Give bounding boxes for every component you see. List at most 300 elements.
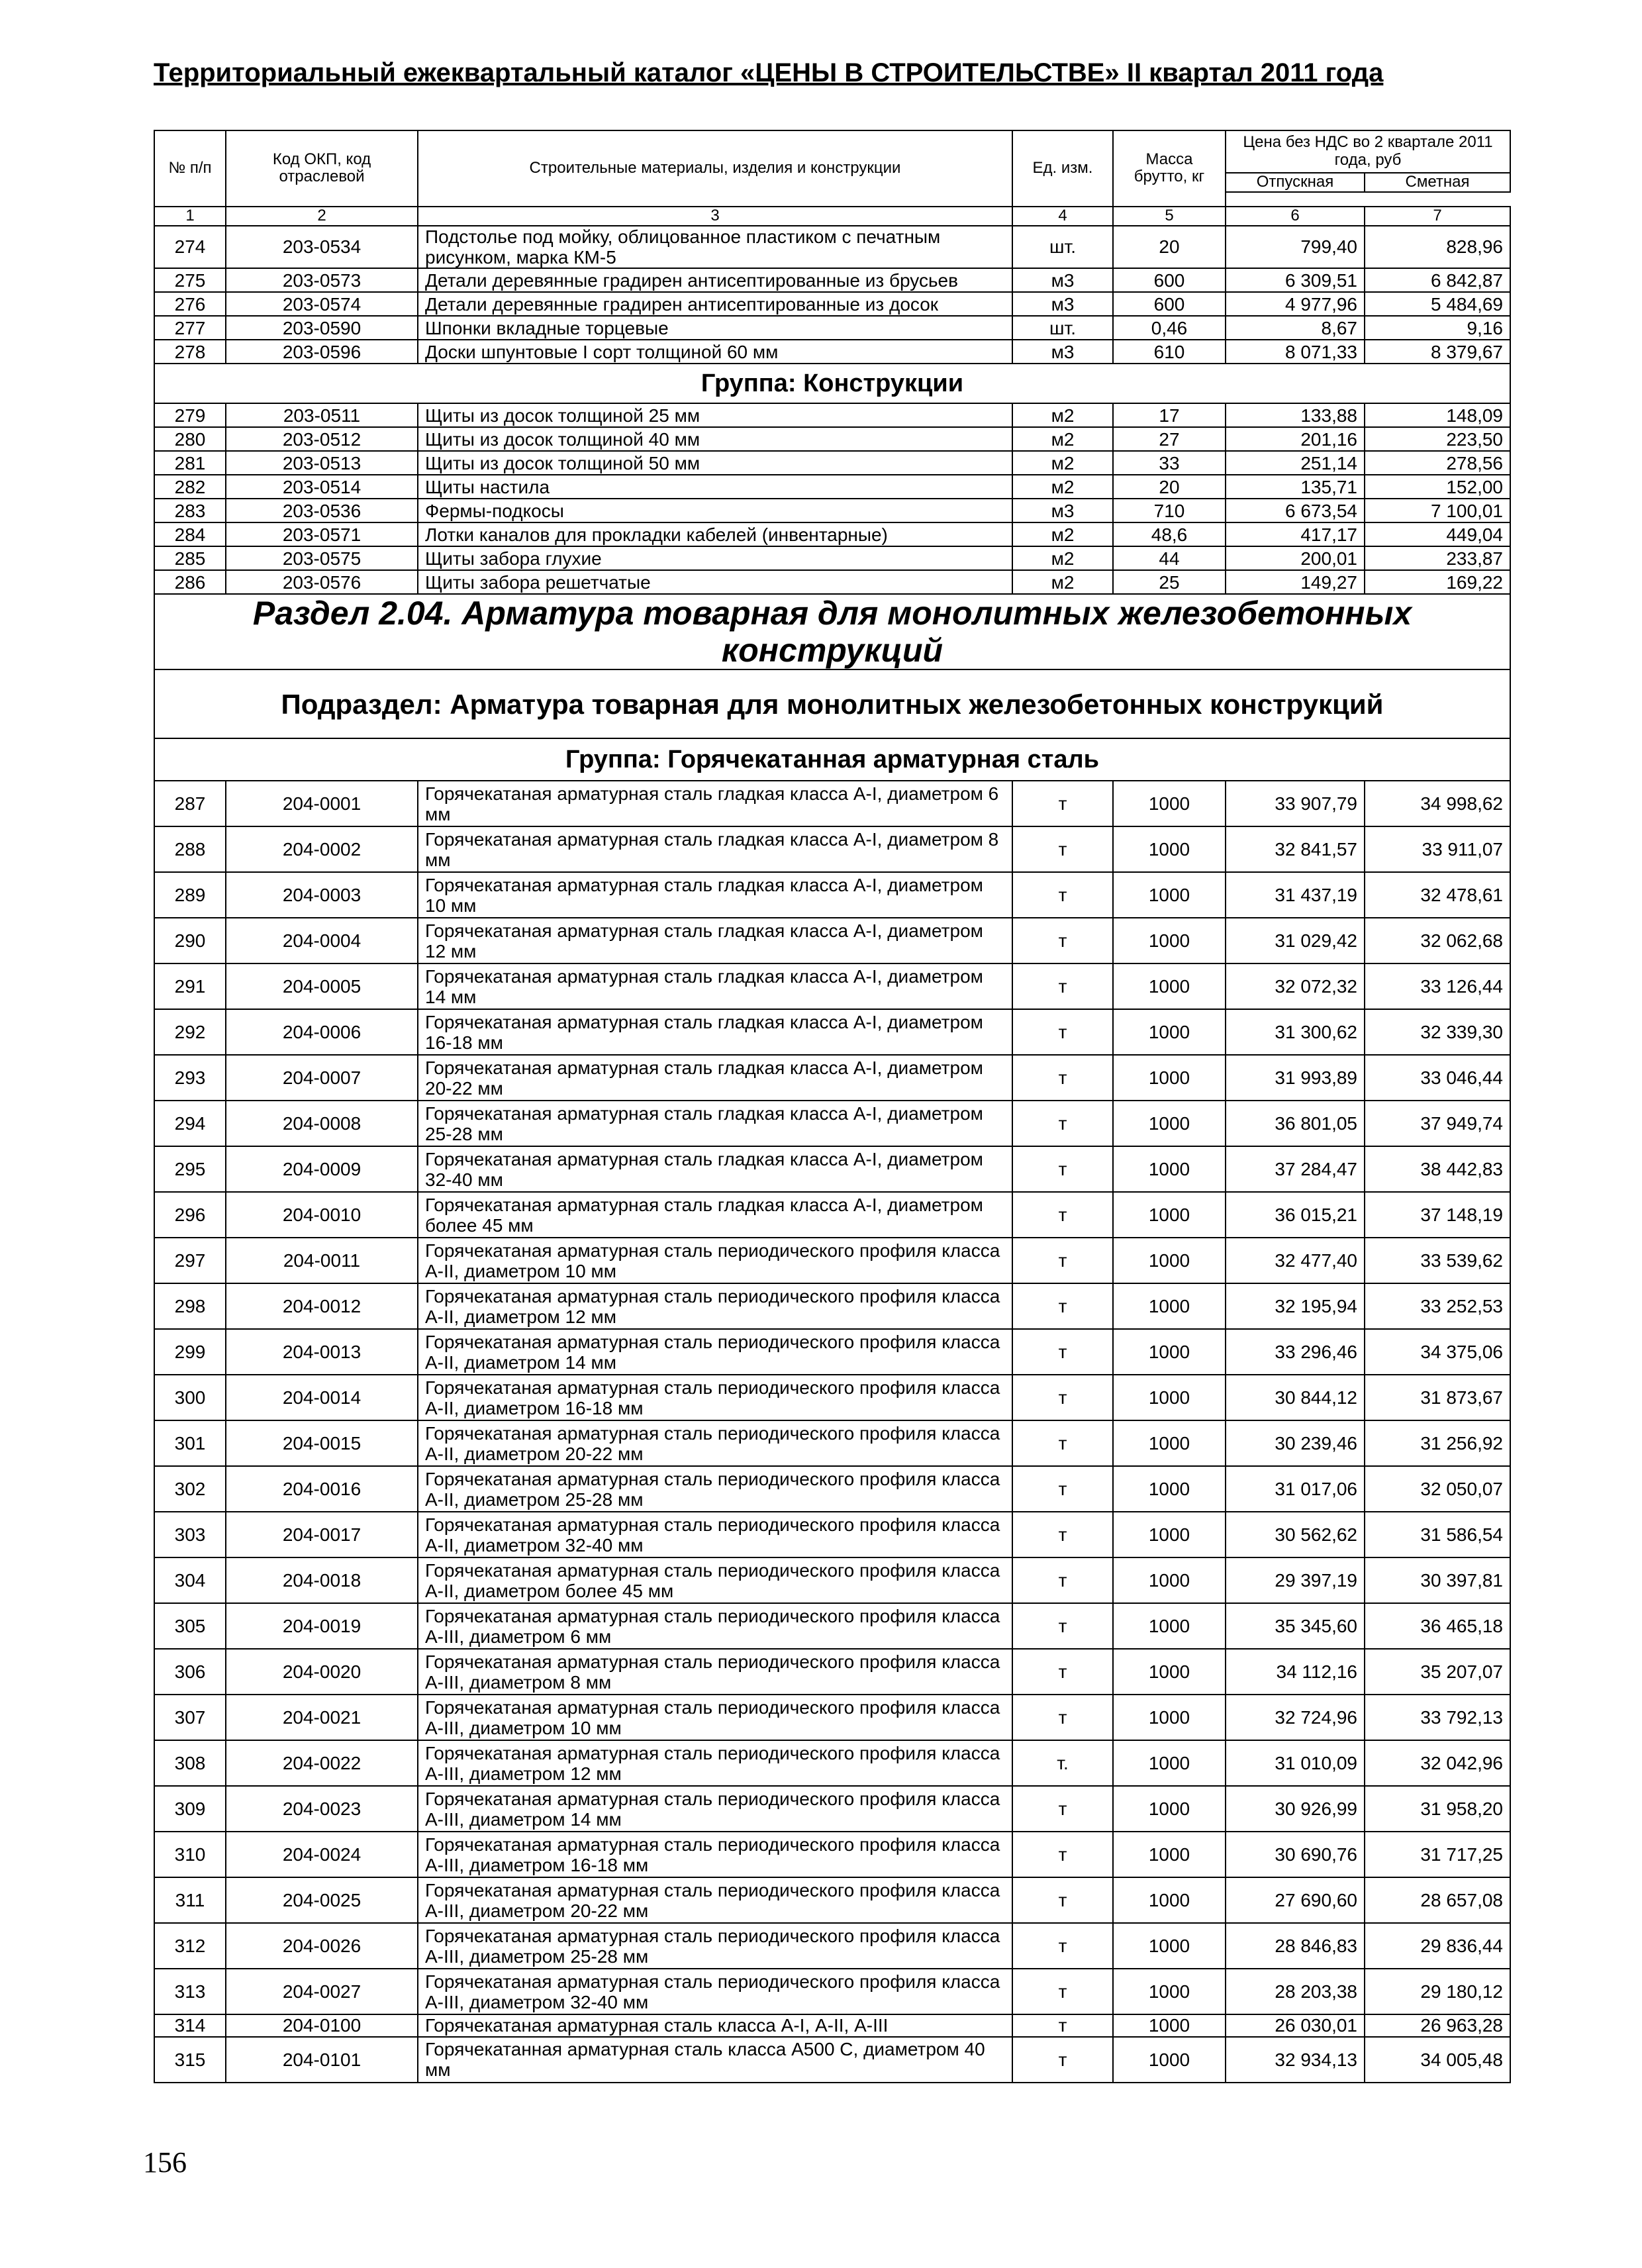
row-mass: 1000 [1113, 1055, 1226, 1101]
row-number: 276 [154, 292, 226, 316]
row-unit: м3 [1012, 268, 1113, 292]
row-mass: 1000 [1113, 1146, 1226, 1192]
row-number: 310 [154, 1832, 226, 1877]
row-number: 278 [154, 340, 226, 364]
table-row [154, 1466, 1510, 1512]
column-number: 5 [1113, 207, 1226, 226]
row-number: 274 [154, 226, 226, 269]
row-estimate-price: 33 792,13 [1365, 1695, 1510, 1740]
row-estimate-price: 28 657,08 [1365, 1877, 1510, 1923]
row-mass: 20 [1113, 226, 1226, 269]
row-release-price: 149,27 [1226, 570, 1365, 594]
table-row [154, 522, 1510, 546]
table-row [154, 451, 1510, 475]
row-mass: 27 [1113, 427, 1226, 451]
row-code: 203-0534 [226, 226, 418, 269]
row-unit: шт. [1012, 226, 1113, 269]
row-unit: м2 [1012, 475, 1113, 499]
row-release-price: 32 072,32 [1226, 963, 1365, 1009]
row-number: 286 [154, 570, 226, 594]
row-name: Щиты настила [418, 475, 1012, 499]
col-unit-header: Ед. изм. [1012, 130, 1113, 207]
row-number: 280 [154, 427, 226, 451]
row-code: 204-0001 [226, 781, 418, 826]
row-estimate-price: 223,50 [1365, 427, 1510, 451]
row-name: Горячекатаная арматурная сталь периодического профиля класса А-III, диаметром 6 мм [418, 1603, 1012, 1649]
row-release-price: 135,71 [1226, 475, 1365, 499]
table-row [154, 1877, 1510, 1923]
row-release-price: 30 926,99 [1226, 1786, 1365, 1832]
row-name: Щиты из досок толщиной 40 мм [418, 427, 1012, 451]
row-number: 293 [154, 1055, 226, 1101]
row-mass: 1000 [1113, 1923, 1226, 1969]
row-estimate-price: 9,16 [1365, 316, 1510, 340]
row-code: 203-0512 [226, 427, 418, 451]
row-release-price: 417,17 [1226, 522, 1365, 546]
row-name: Горячекатаная арматурная сталь периодического профиля класса А-II, диаметром 10 мм [418, 1238, 1012, 1283]
row-code: 203-0513 [226, 451, 418, 475]
table-row [154, 1649, 1510, 1695]
table-row [154, 781, 1510, 826]
table-row [154, 1283, 1510, 1329]
table-row [154, 1603, 1510, 1649]
row-estimate-price: 278,56 [1365, 451, 1510, 475]
row-mass: 1000 [1113, 1740, 1226, 1786]
row-number: 290 [154, 918, 226, 963]
row-unit: м2 [1012, 522, 1113, 546]
row-number: 291 [154, 963, 226, 1009]
section-title: Раздел 2.04. Арматура товарная для монолитных железобетонных конструкций [154, 594, 1510, 669]
row-code: 203-0511 [226, 403, 418, 427]
row-unit: т [1012, 1375, 1113, 1420]
column-number-row [154, 207, 1510, 226]
row-mass: 600 [1113, 292, 1226, 316]
row-code: 204-0020 [226, 1649, 418, 1695]
row-estimate-price: 828,96 [1365, 226, 1510, 269]
row-release-price: 201,16 [1226, 427, 1365, 451]
row-estimate-price: 29 180,12 [1365, 1969, 1510, 2014]
group-title-row [154, 738, 1510, 781]
row-code: 204-0003 [226, 872, 418, 918]
row-number: 292 [154, 1009, 226, 1055]
row-unit: т [1012, 1512, 1113, 1557]
row-number: 284 [154, 522, 226, 546]
column-number: 1 [154, 207, 226, 226]
row-unit: т [1012, 872, 1113, 918]
row-unit: т [1012, 1923, 1113, 1969]
col-release-header: Отпускная [1226, 173, 1365, 192]
row-code: 204-0027 [226, 1969, 418, 2014]
row-name: Горячекатаная арматурная сталь периодического профиля класса А-III, диаметром 16-18 мм [418, 1832, 1012, 1877]
table-row [154, 2037, 1510, 2083]
row-name: Горячекатаная арматурная сталь периодического профиля класса А-II, диаметром 25-28 мм [418, 1466, 1012, 1512]
row-mass: 710 [1113, 499, 1226, 522]
row-unit: т [1012, 1146, 1113, 1192]
column-number: 2 [226, 207, 418, 226]
row-release-price: 28 846,83 [1226, 1923, 1365, 1969]
row-number: 285 [154, 546, 226, 570]
row-number: 308 [154, 1740, 226, 1786]
row-name: Горячекатаная арматурная сталь периодического профиля класса А-III, диаметром 8 мм [418, 1649, 1012, 1695]
row-estimate-price: 37 949,74 [1365, 1101, 1510, 1146]
table-header [154, 130, 1510, 226]
table-row [154, 1695, 1510, 1740]
row-name: Горячекатаная арматурная сталь периодического профиля класса А-III, диаметром 25-28 мм [418, 1923, 1012, 1969]
row-unit: т [1012, 1101, 1113, 1146]
row-name: Горячекатаная арматурная сталь периодического профиля класса А-II, диаметром 20-22 мм [418, 1420, 1012, 1466]
row-unit: т [1012, 963, 1113, 1009]
row-release-price: 31 010,09 [1226, 1740, 1365, 1786]
row-unit: т [1012, 1649, 1113, 1695]
row-code: 204-0006 [226, 1009, 418, 1055]
row-unit: т [1012, 1786, 1113, 1832]
row-code: 204-0014 [226, 1375, 418, 1420]
row-release-price: 32 477,40 [1226, 1238, 1365, 1283]
row-unit: т [1012, 1832, 1113, 1877]
row-estimate-price: 31 873,67 [1365, 1375, 1510, 1420]
col-mass-header: Масса брутто, кг [1113, 130, 1226, 207]
row-release-price: 133,88 [1226, 403, 1365, 427]
row-number: 275 [154, 268, 226, 292]
row-number: 301 [154, 1420, 226, 1466]
row-number: 311 [154, 1877, 226, 1923]
row-unit: т [1012, 1969, 1113, 2014]
row-code: 203-0576 [226, 570, 418, 594]
row-name: Горячекатаная арматурная сталь периодического профиля класса А-III, диаметром 12 мм [418, 1740, 1012, 1786]
table-row [154, 918, 1510, 963]
row-number: 314 [154, 2014, 226, 2036]
row-release-price: 31 300,62 [1226, 1009, 1365, 1055]
table-row [154, 570, 1510, 594]
row-number: 305 [154, 1603, 226, 1649]
row-code: 204-0022 [226, 1740, 418, 1786]
row-name: Горячекатаная арматурная сталь гладкая класса А-I, диаметром более 45 мм [418, 1192, 1012, 1238]
row-estimate-price: 31 958,20 [1365, 1786, 1510, 1832]
table-row [154, 1420, 1510, 1466]
table-row [154, 1557, 1510, 1603]
row-name: Горячекатаная арматурная сталь периодического профиля класса А-II, диаметром 16-18 мм [418, 1375, 1012, 1420]
row-code: 204-0101 [226, 2037, 418, 2083]
row-name: Горячекатаная арматурная сталь гладкая класса А-I, диаметром 8 мм [418, 826, 1012, 872]
row-code: 203-0514 [226, 475, 418, 499]
group-title: Группа: Горячекатанная арматурная сталь [154, 738, 1510, 781]
row-code: 203-0574 [226, 292, 418, 316]
row-estimate-price: 33 046,44 [1365, 1055, 1510, 1101]
table-row [154, 1923, 1510, 1969]
row-number: 307 [154, 1695, 226, 1740]
row-name: Горячекатаная арматурная сталь периодического профиля класса А-III, диаметром 32-40 мм [418, 1969, 1012, 2014]
table-row [154, 963, 1510, 1009]
row-estimate-price: 5 484,69 [1365, 292, 1510, 316]
table-row [154, 826, 1510, 872]
row-name: Горячекатаная арматурная сталь класса А-I, А-II, А-III [418, 2014, 1012, 2036]
row-unit: м2 [1012, 570, 1113, 594]
row-release-price: 34 112,16 [1226, 1649, 1365, 1695]
row-release-price: 35 345,60 [1226, 1603, 1365, 1649]
row-mass: 1000 [1113, 1192, 1226, 1238]
table-row [154, 1969, 1510, 2014]
table-row [154, 226, 1510, 269]
row-unit: м2 [1012, 546, 1113, 570]
row-estimate-price: 36 465,18 [1365, 1603, 1510, 1649]
row-number: 302 [154, 1466, 226, 1512]
row-code: 204-0013 [226, 1329, 418, 1375]
row-estimate-price: 32 339,30 [1365, 1009, 1510, 1055]
row-mass: 1000 [1113, 1969, 1226, 2014]
row-release-price: 31 993,89 [1226, 1055, 1365, 1101]
row-code: 203-0573 [226, 268, 418, 292]
row-mass: 44 [1113, 546, 1226, 570]
row-mass: 1000 [1113, 1603, 1226, 1649]
table-row [154, 1786, 1510, 1832]
row-mass: 1000 [1113, 1420, 1226, 1466]
row-name: Горячекатаная арматурная сталь периодического профиля класса А-III, диаметром 10 мм [418, 1695, 1012, 1740]
row-release-price: 200,01 [1226, 546, 1365, 570]
row-name: Доски шпунтовые I сорт толщиной 60 мм [418, 340, 1012, 364]
table-row [154, 1832, 1510, 1877]
row-name: Горячекатаная арматурная сталь гладкая класса А-I, диаметром 25-28 мм [418, 1101, 1012, 1146]
row-name: Горячекатаная арматурная сталь гладкая класса А-I, диаметром 10 мм [418, 872, 1012, 918]
table-body [154, 226, 1510, 2083]
col-code-header: Код ОКП, код отраслевой [226, 130, 418, 207]
row-release-price: 30 844,12 [1226, 1375, 1365, 1420]
row-name: Подстолье под мойку, облицованное пластиком с печатным рисунком, марка КМ-5 [418, 226, 1012, 269]
row-release-price: 30 239,46 [1226, 1420, 1365, 1466]
row-number: 282 [154, 475, 226, 499]
row-number: 300 [154, 1375, 226, 1420]
row-mass: 1000 [1113, 1695, 1226, 1740]
table-row [154, 1238, 1510, 1283]
row-mass: 1000 [1113, 781, 1226, 826]
price-table [154, 130, 1511, 2083]
row-mass: 1000 [1113, 1877, 1226, 1923]
table-row [154, 316, 1510, 340]
row-number: 313 [154, 1969, 226, 2014]
row-code: 203-0575 [226, 546, 418, 570]
row-name: Лотки каналов для прокладки кабелей (инвентарные) [418, 522, 1012, 546]
row-release-price: 32 724,96 [1226, 1695, 1365, 1740]
row-mass: 1000 [1113, 1283, 1226, 1329]
row-number: 288 [154, 826, 226, 872]
row-code: 204-0019 [226, 1603, 418, 1649]
row-estimate-price: 233,87 [1365, 546, 1510, 570]
row-estimate-price: 26 963,28 [1365, 2014, 1510, 2036]
table-row [154, 546, 1510, 570]
row-name: Щиты из досок толщиной 50 мм [418, 451, 1012, 475]
row-code: 204-0100 [226, 2014, 418, 2036]
row-release-price: 32 195,94 [1226, 1283, 1365, 1329]
row-estimate-price: 38 442,83 [1365, 1146, 1510, 1192]
row-estimate-price: 169,22 [1365, 570, 1510, 594]
row-unit: т. [1012, 1740, 1113, 1786]
row-release-price: 33 907,79 [1226, 781, 1365, 826]
row-estimate-price: 30 397,81 [1365, 1557, 1510, 1603]
row-code: 204-0025 [226, 1877, 418, 1923]
row-unit: т [1012, 2014, 1113, 2036]
row-mass: 1000 [1113, 1557, 1226, 1603]
row-unit: т [1012, 1695, 1113, 1740]
row-release-price: 6 673,54 [1226, 499, 1365, 522]
row-name: Горячекатаная арматурная сталь гладкая класса А-I, диаметром 14 мм [418, 963, 1012, 1009]
row-mass: 0,46 [1113, 316, 1226, 340]
row-release-price: 31 437,19 [1226, 872, 1365, 918]
row-code: 204-0018 [226, 1557, 418, 1603]
table-row [154, 1192, 1510, 1238]
row-code: 204-0026 [226, 1923, 418, 1969]
row-code: 204-0024 [226, 1832, 418, 1877]
row-name: Горячекатаная арматурная сталь периодического профиля класса А-II, диаметром более 45 мм [418, 1557, 1012, 1603]
row-unit: м3 [1012, 499, 1113, 522]
row-code: 204-0007 [226, 1055, 418, 1101]
page-header: Территориальный ежеквартальный каталог «ЦЕНЫ В СТРОИТЕЛЬСТВЕ» II квартал 2011 года [154, 58, 1384, 87]
table-row [154, 268, 1510, 292]
row-unit: т [1012, 1009, 1113, 1055]
row-unit: шт. [1012, 316, 1113, 340]
table-row [154, 499, 1510, 522]
row-number: 304 [154, 1557, 226, 1603]
row-name: Детали деревянные градирен антисептированные из брусьев [418, 268, 1012, 292]
row-estimate-price: 32 050,07 [1365, 1466, 1510, 1512]
row-code: 203-0590 [226, 316, 418, 340]
row-name: Горячекатаная арматурная сталь гладкая класса А-I, диаметром 6 мм [418, 781, 1012, 826]
row-release-price: 31 029,42 [1226, 918, 1365, 963]
col-name-header: Строительные материалы, изделия и конструкции [418, 130, 1012, 207]
row-code: 204-0002 [226, 826, 418, 872]
row-number: 296 [154, 1192, 226, 1238]
row-mass: 1000 [1113, 1786, 1226, 1832]
row-release-price: 799,40 [1226, 226, 1365, 269]
row-release-price: 30 562,62 [1226, 1512, 1365, 1557]
row-mass: 1000 [1113, 1832, 1226, 1877]
row-release-price: 36 015,21 [1226, 1192, 1365, 1238]
row-estimate-price: 33 911,07 [1365, 826, 1510, 872]
table-row [154, 1055, 1510, 1101]
row-number: 281 [154, 451, 226, 475]
row-estimate-price: 8 379,67 [1365, 340, 1510, 364]
row-number: 297 [154, 1238, 226, 1283]
row-estimate-price: 6 842,87 [1365, 268, 1510, 292]
row-code: 203-0536 [226, 499, 418, 522]
row-name: Горячекатаная арматурная сталь гладкая класса А-I, диаметром 32-40 мм [418, 1146, 1012, 1192]
row-unit: т [1012, 918, 1113, 963]
row-number: 309 [154, 1786, 226, 1832]
row-mass: 1000 [1113, 872, 1226, 918]
row-number: 295 [154, 1146, 226, 1192]
row-number: 287 [154, 781, 226, 826]
row-unit: т [1012, 1283, 1113, 1329]
row-name: Щиты из досок толщиной 25 мм [418, 403, 1012, 427]
table-row [154, 427, 1510, 451]
row-mass: 600 [1113, 268, 1226, 292]
row-estimate-price: 31 586,54 [1365, 1512, 1510, 1557]
table-row [154, 340, 1510, 364]
row-release-price: 4 977,96 [1226, 292, 1365, 316]
row-estimate-price: 32 042,96 [1365, 1740, 1510, 1786]
row-mass: 1000 [1113, 1375, 1226, 1420]
row-number: 299 [154, 1329, 226, 1375]
table-row [154, 1146, 1510, 1192]
column-number: 6 [1226, 207, 1365, 226]
subsection-title-row [154, 669, 1510, 738]
row-estimate-price: 34 005,48 [1365, 2037, 1510, 2083]
row-estimate-price: 449,04 [1365, 522, 1510, 546]
row-release-price: 27 690,60 [1226, 1877, 1365, 1923]
row-code: 204-0011 [226, 1238, 418, 1283]
row-unit: м2 [1012, 403, 1113, 427]
group-title: Группа: Конструкции [154, 364, 1510, 403]
row-name: Шпонки вкладные торцевые [418, 316, 1012, 340]
row-release-price: 251,14 [1226, 451, 1365, 475]
row-code: 204-0009 [226, 1146, 418, 1192]
row-estimate-price: 32 478,61 [1365, 872, 1510, 918]
row-number: 303 [154, 1512, 226, 1557]
row-release-price: 33 296,46 [1226, 1329, 1365, 1375]
row-unit: т [1012, 781, 1113, 826]
column-number: 7 [1365, 207, 1510, 226]
row-number: 283 [154, 499, 226, 522]
row-number: 298 [154, 1283, 226, 1329]
row-code: 203-0571 [226, 522, 418, 546]
row-name: Горячекатаная арматурная сталь периодического профиля класса А-III, диаметром 20-22 мм [418, 1877, 1012, 1923]
row-unit: т [1012, 1192, 1113, 1238]
section-title-row [154, 594, 1510, 669]
row-unit: м3 [1012, 340, 1113, 364]
row-release-price: 37 284,47 [1226, 1146, 1365, 1192]
row-unit: т [1012, 1603, 1113, 1649]
row-estimate-price: 34 375,06 [1365, 1329, 1510, 1375]
row-code: 204-0016 [226, 1466, 418, 1512]
row-mass: 48,6 [1113, 522, 1226, 546]
row-unit: т [1012, 1466, 1113, 1512]
row-mass: 1000 [1113, 1329, 1226, 1375]
row-release-price: 31 017,06 [1226, 1466, 1365, 1512]
row-number: 315 [154, 2037, 226, 2083]
row-release-price: 32 934,13 [1226, 2037, 1365, 2083]
row-name: Детали деревянные градирен антисептированные из досок [418, 292, 1012, 316]
row-estimate-price: 33 539,62 [1365, 1238, 1510, 1283]
row-name: Щиты забора решетчатые [418, 570, 1012, 594]
row-estimate-price: 35 207,07 [1365, 1649, 1510, 1695]
row-mass: 1000 [1113, 918, 1226, 963]
table-row [154, 2014, 1510, 2036]
row-name: Щиты забора глухие [418, 546, 1012, 570]
row-mass: 20 [1113, 475, 1226, 499]
row-name: Горячекатаная арматурная сталь гладкая класса А-I, диаметром 12 мм [418, 918, 1012, 963]
row-code: 204-0008 [226, 1101, 418, 1146]
table-row [154, 1329, 1510, 1375]
row-unit: т [1012, 826, 1113, 872]
page-number: 156 [143, 2146, 187, 2179]
row-code: 204-0012 [226, 1283, 418, 1329]
row-code: 204-0010 [226, 1192, 418, 1238]
row-mass: 1000 [1113, 1512, 1226, 1557]
row-number: 289 [154, 872, 226, 918]
row-mass: 1000 [1113, 1466, 1226, 1512]
row-estimate-price: 152,00 [1365, 475, 1510, 499]
row-mass: 1000 [1113, 2037, 1226, 2083]
row-unit: м2 [1012, 427, 1113, 451]
row-mass: 1000 [1113, 826, 1226, 872]
row-mass: 1000 [1113, 1009, 1226, 1055]
row-estimate-price: 33 126,44 [1365, 963, 1510, 1009]
row-name: Горячекатаная арматурная сталь периодического профиля класса А-II, диаметром 14 мм [418, 1329, 1012, 1375]
row-code: 204-0005 [226, 963, 418, 1009]
col-num-header: № п/п [154, 130, 226, 207]
row-estimate-price: 148,09 [1365, 403, 1510, 427]
row-mass: 1000 [1113, 2014, 1226, 2036]
row-name: Горячекатанная арматурная сталь класса А500 С, диаметром 40 мм [418, 2037, 1012, 2083]
table-row [154, 1009, 1510, 1055]
